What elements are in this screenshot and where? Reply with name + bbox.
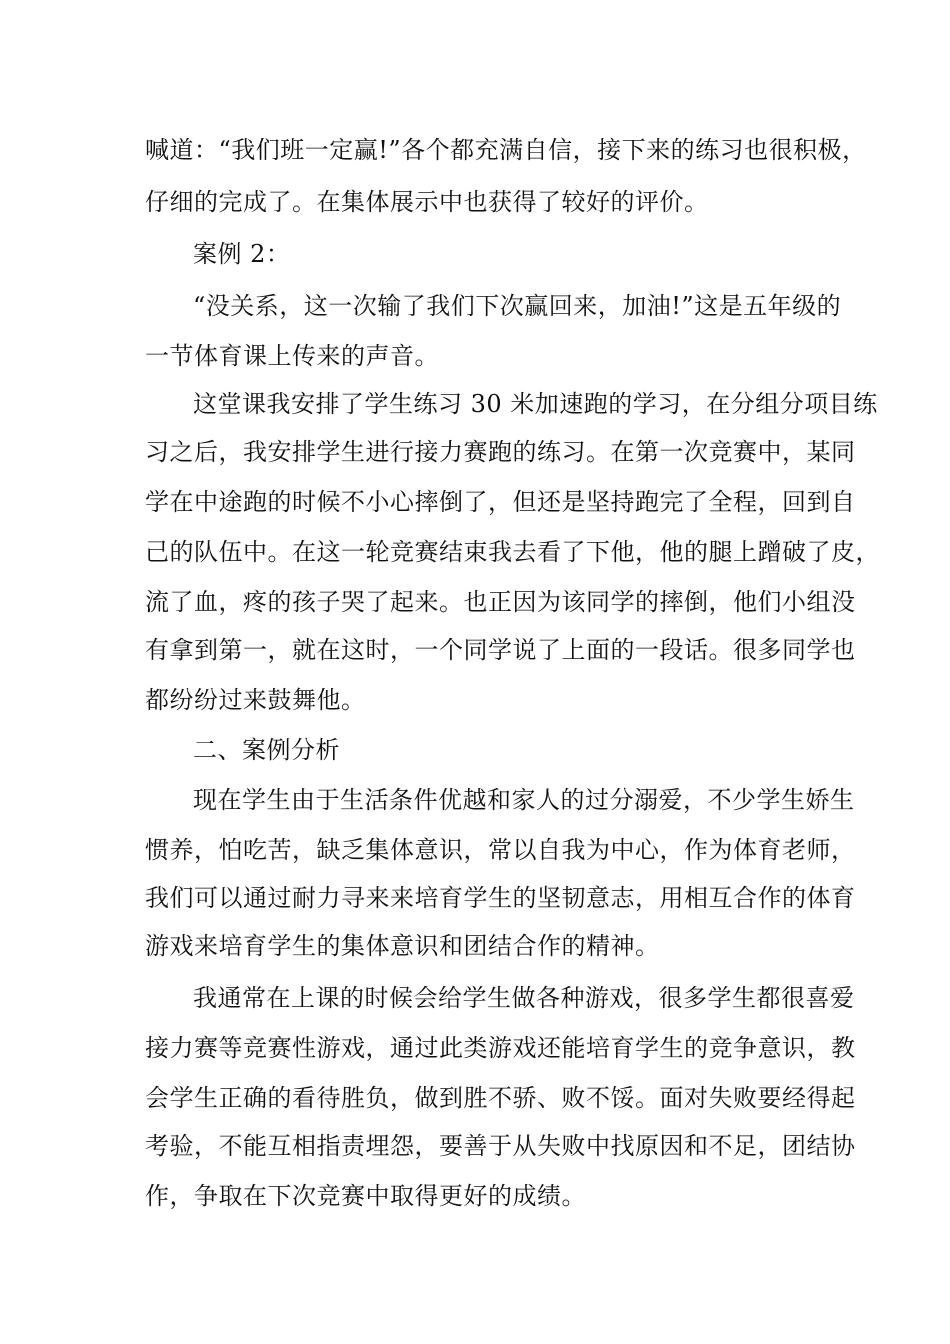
text-line: 惯养，怕吃苦，缺乏集体意识，常以自我为中心，作为体育老师，	[145, 836, 856, 864]
text-line: 现在学生由于生活条件优越和家人的过分溺爱，不少学生娇生	[193, 786, 855, 814]
text-line: 己的队伍中。在这一轮竞赛结束我去看了下他，他的腿上蹭破了皮，	[145, 538, 880, 566]
text-line: 我通常在上课的时候会给学生做各种游戏，很多学生都很喜爱	[193, 984, 855, 1012]
text-line: 习之后，我安排学生进行接力赛跑的练习。在第一次竞赛中，某同	[145, 438, 856, 466]
text-line: 接力赛等竞赛性游戏，通过此类游戏还能培育学生的竞争意识，教	[145, 1034, 856, 1062]
text-line: 游戏来培育学生的集体意识和团结合作的精神。	[145, 932, 660, 960]
case-heading: 案例 2：	[193, 240, 291, 268]
text-line: 学在中途跑的时候不小心摔倒了，但还是坚持跑完了全程，回到自	[145, 488, 856, 516]
text-line: 我们可以通过耐力寻来来培育学生的坚韧意志，用相互合作的体育	[145, 884, 856, 912]
text-line: “没关系，这一次输了我们下次赢回来，加油!”这是五年级的	[193, 292, 842, 320]
text-line: 会学生正确的看待胜负，做到胜不骄、败不馁。面对失败要经得起	[145, 1084, 856, 1112]
text-line: 一节体育课上传来的声音。	[145, 342, 439, 370]
text-line: 都纷纷过来鼓舞他。	[145, 686, 366, 714]
text-line: 考验，不能互相指责埋怨，要善于从失败中找原因和不足，团结协	[145, 1132, 856, 1160]
text-line: 这堂课我安排了学生练习 30 米加速跑的学习，在分组分项目练	[193, 390, 878, 418]
text-line: 有拿到第一，就在这时，一个同学说了上面的一段话。很多同学也	[145, 636, 856, 664]
section-heading: 二、案例分析	[193, 736, 340, 764]
text-line: 仔细的完成了。在集体展示中也获得了较好的评价。	[145, 188, 709, 216]
text-line: 流了血，疼的孩子哭了起来。也正因为该同学的摔倒，他们小组没	[145, 588, 856, 616]
text-line: 作，争取在下次竞赛中取得更好的成绩。	[145, 1182, 586, 1210]
text-line: 喊道：“我们班一定赢!”各个都充满自信，接下来的练习也很积极，	[145, 136, 867, 164]
